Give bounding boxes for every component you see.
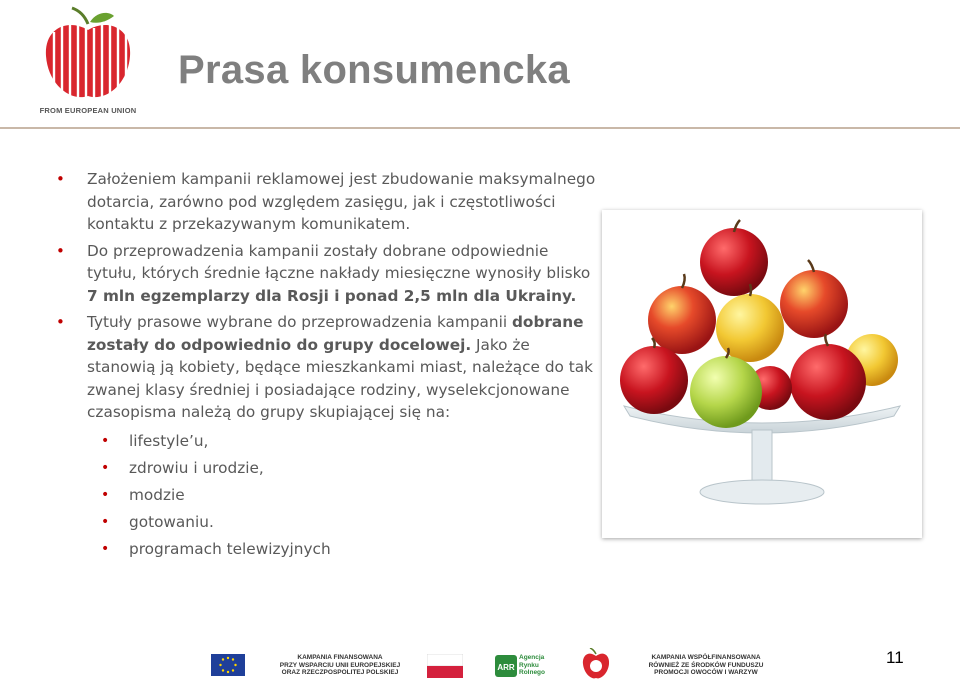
- logo-caption: FROM EUROPEAN UNION: [39, 106, 137, 115]
- eu-flag-icon: [211, 654, 245, 676]
- sub-item-text: programach telewizyjnych: [129, 539, 331, 558]
- footer-line: KAMPANIA WSPÓŁFINANSOWANA: [651, 654, 761, 661]
- footer-line: ORAZ RZECZPOSPOLITEJ POLSKIEJ: [281, 669, 399, 676]
- apples-photo: [602, 210, 922, 538]
- footer-line: PRZY WSPARCIU UNII EUROPEJSKIEJ: [279, 661, 401, 669]
- sub-list-item: [56, 428, 596, 455]
- bullet-text: Tytuły prasowe wybrane do przeprowadzenia kampanii: [87, 313, 512, 331]
- footer-eu-financing-text: [270, 654, 410, 677]
- footer-line: RÓWNIEŻ ZE ŚRODKÓW FUNDUSZU: [648, 661, 764, 669]
- polish-flag-icon: [427, 654, 463, 678]
- sub-bullet-icon: •: [101, 540, 110, 557]
- bullet-item: [56, 240, 596, 308]
- footer-line: Rynku: [519, 661, 539, 669]
- sub-item-text: modzie: [129, 485, 185, 504]
- sub-item-text: lifestyle’u,: [129, 431, 209, 450]
- apples-on-cake-stand-illustration: [602, 210, 922, 538]
- main-content: [56, 168, 596, 563]
- footer-line: KAMPANIA FINANSOWANA: [297, 654, 383, 661]
- sub-item-text: gotowaniu.: [129, 512, 214, 531]
- bullet-item: [56, 311, 596, 424]
- sub-bullet-icon: •: [101, 513, 110, 530]
- arr-text: [519, 654, 551, 677]
- bullet-icon: •: [56, 170, 65, 188]
- sub-list-item: [56, 482, 596, 509]
- footer-fund-text: [636, 654, 776, 677]
- bullet-text-bold: dobrane zostały do odpowiednio do grupy docelowej.: [87, 313, 584, 354]
- from-european-union-logo: [38, 6, 138, 118]
- page-number: 11: [886, 648, 904, 667]
- sub-bullet-icon: •: [101, 486, 110, 503]
- sub-item-text: zdrowiu i urodzie,: [129, 458, 264, 477]
- svg-text:ARR: ARR: [497, 663, 515, 672]
- bullet-text: Do przeprowadzenia kampanii zostały dobrane odpowiednie tytułu, których średnie łączne nakłady miesięczne wynosiły blisko: [87, 241, 591, 282]
- sub-list-item: [56, 536, 596, 563]
- footer-line: Agencja: [519, 654, 545, 661]
- header-divider: [0, 127, 960, 129]
- footer-line: Rolnego: [519, 669, 545, 676]
- page-title: Prasa konsumencka: [178, 48, 570, 92]
- footer-line: PROMOCJI OWOCÓW I WARZYW: [654, 669, 758, 676]
- sub-list-item: [56, 509, 596, 536]
- bullet-text-bold: 7 mln egzemplarzy dla Rosji i ponad 2,5 mln dla Ukrainy.: [87, 286, 577, 305]
- arr-emblem-icon: [495, 655, 517, 677]
- bullet-text: Założeniem kampanii reklamowej jest zbudowanie maksymalnego dotarcia, zarówno pod względem zasięgu, jak i częstotliwości kontaktu z przekazywanym komunikatem.: [87, 170, 596, 233]
- bullet-text-continued: Jako że stanowią ją kobiety, będące mieszkankami miast, należące do tak zwanej klasy średniej i posiadające rodziny, wyselekcjonowane czasopisma należą do grupy skupiającej się na:: [87, 335, 593, 421]
- bullet-item: [56, 168, 596, 236]
- sub-bullet-icon: •: [101, 459, 110, 476]
- footer: [0, 640, 960, 680]
- bullet-icon: •: [56, 313, 65, 331]
- bullet-icon: •: [56, 241, 65, 260]
- apple-logo-icon: [38, 6, 138, 106]
- sub-bullet-icon: •: [101, 432, 110, 449]
- sub-list-item: [56, 455, 596, 482]
- fruit-fund-apple-icon: [582, 648, 610, 680]
- arr-logo: [495, 653, 551, 679]
